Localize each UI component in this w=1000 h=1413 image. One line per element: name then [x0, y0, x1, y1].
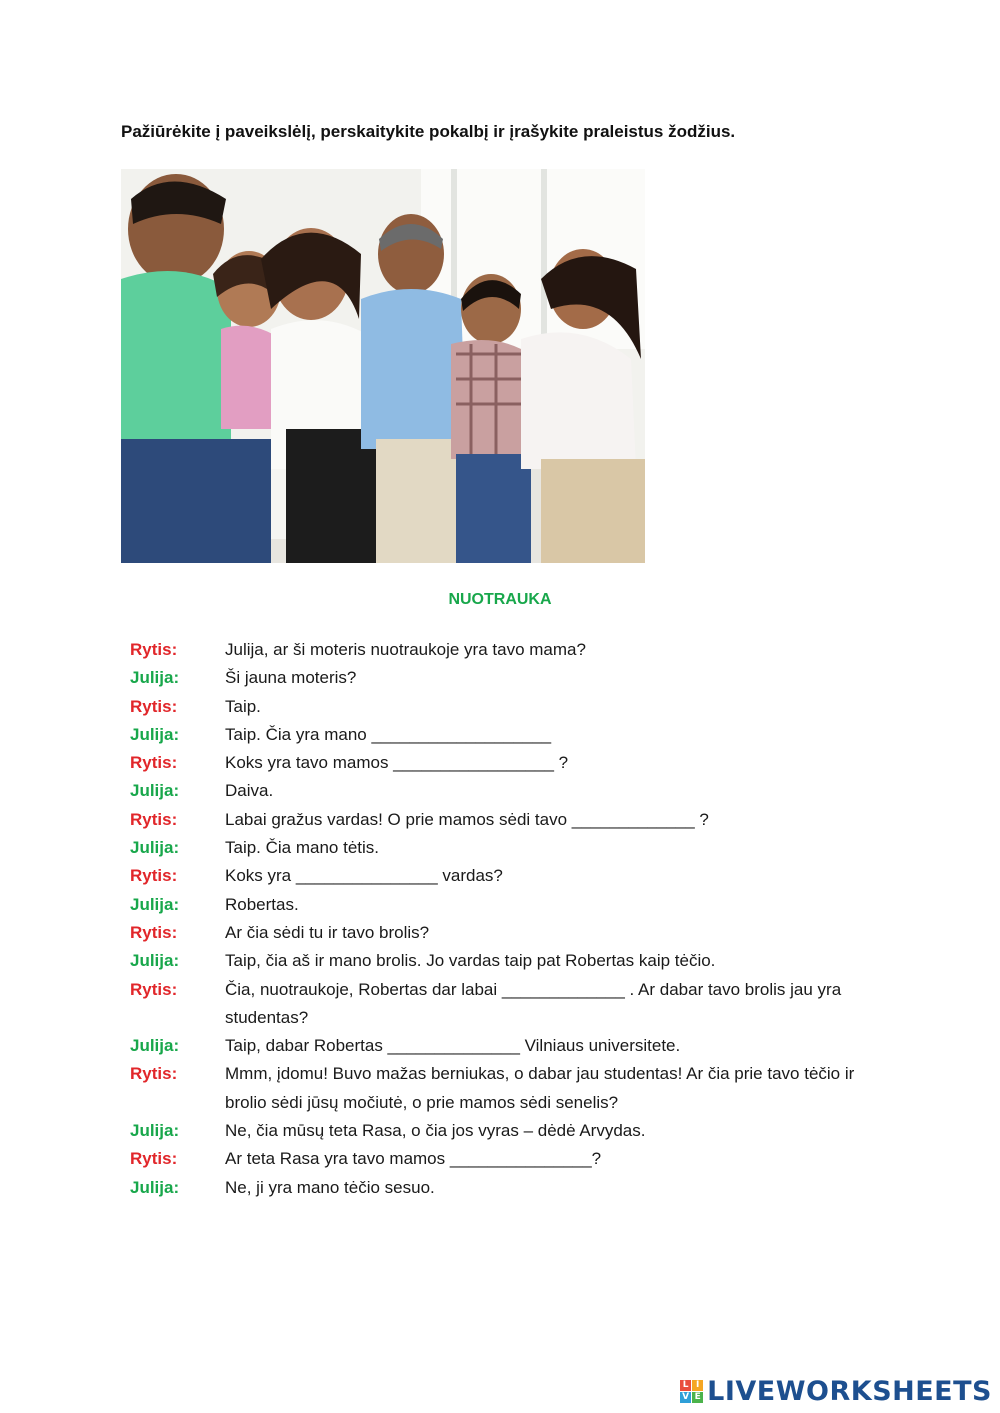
liveworksheets-logo-icon [680, 1380, 703, 1403]
speaker-label: Rytis: [130, 1064, 178, 1084]
dialog-line [130, 919, 870, 947]
logo-letter: V [680, 1392, 691, 1403]
speaker-label: Julija: [130, 668, 180, 688]
speaker-label: Rytis: [130, 753, 178, 773]
dialog-line [130, 1145, 870, 1173]
dialog-line [130, 1032, 870, 1060]
dialog-text: Ne, ji yra mano tėčio sesuo. [225, 1177, 435, 1197]
logo-letter: E [692, 1392, 703, 1403]
dialog-text: Mmm, įdomu! Buvo mažas berniukas, o dabar jau studentas! Ar čia prie tavo tėčio ir brolio sėdi jūsų močiutė, o prie mamos sėdi senelis? [225, 1064, 855, 1112]
speaker-label: Rytis: [130, 1149, 178, 1169]
speaker-label: Julija: [130, 724, 180, 744]
dialog-text: Ar teta Rasa yra tavo mamos _______________? [225, 1149, 602, 1169]
dialog-line [130, 664, 870, 692]
dialog-line [130, 947, 870, 975]
speaker-label: Julija: [130, 838, 180, 858]
dialog-text: Taip, čia aš ir mano brolis. Jo vardas taip pat Robertas kaip tėčio. [225, 951, 716, 971]
dialog-text: Julija, ar ši moteris nuotraukoje yra tavo mama? [225, 640, 586, 659]
dialog-line [130, 891, 870, 919]
section-title: NUOTRAUKA [448, 591, 552, 608]
dialog-text: Taip, dabar Robertas ______________ Vilniaus universitete. [225, 1036, 681, 1056]
dialog-line [130, 1060, 870, 1117]
dialog-line [130, 777, 870, 805]
dialog-text: Ar čia sėdi tu ir tavo brolis? [225, 922, 430, 942]
logo-letter: I [692, 1380, 703, 1391]
dialog-line [130, 636, 870, 664]
logo-letter: L [680, 1380, 691, 1391]
dialog-text: Taip. Čia mano tėtis. [225, 838, 380, 858]
dialog [130, 636, 870, 1202]
speaker-label: Julija: [130, 1177, 180, 1197]
instruction-text: Pažiūrėkite į paveikslėlį, perskaitykite pokalbį ir įrašykite praleistus žodžius. [121, 122, 736, 141]
dialog-text: Taip. [225, 696, 261, 716]
speaker-label: Julija: [130, 951, 180, 971]
dialog-text: Daiva. [225, 781, 274, 801]
speaker-label: Rytis: [130, 640, 178, 659]
dialog-text: Koks yra _______________ vardas? [225, 866, 503, 886]
speaker-label: Julija: [130, 1036, 180, 1056]
family-photo [121, 169, 645, 563]
dialog-line [130, 721, 870, 749]
dialog-line [130, 1117, 870, 1145]
dialog-text: Ne, čia mūsų teta Rasa, o čia jos vyras – dėdė Arvydas. [225, 1121, 646, 1141]
speaker-label: Julija: [130, 894, 180, 914]
speaker-label: Rytis: [130, 809, 178, 829]
speaker-label: Rytis: [130, 979, 178, 999]
dialog-text: Ši jauna moteris? [225, 668, 357, 688]
dialog-line [130, 862, 870, 890]
speaker-label: Rytis: [130, 922, 178, 942]
speaker-label: Rytis: [130, 696, 178, 716]
dialog-text: Labai gražus vardas! O prie mamos sėdi tavo _____________ ? [225, 809, 709, 829]
dialog-line [130, 976, 870, 1033]
dialog-line [130, 834, 870, 862]
dialog-text: Čia, nuotraukoje, Robertas dar labai _____________ . Ar dabar tavo brolis jau yra studentas? [225, 979, 842, 1027]
dialog-line [130, 749, 870, 777]
speaker-label: Rytis: [130, 866, 178, 886]
dialog-line [130, 806, 870, 834]
dialog-text: Robertas. [225, 894, 299, 914]
speaker-label: Julija: [130, 781, 180, 801]
dialog-text: Koks yra tavo mamos _________________ ? [225, 753, 569, 773]
liveworksheets-logo[interactable] [680, 1376, 992, 1407]
dialog-line [130, 1174, 870, 1202]
speaker-label: Julija: [130, 1121, 180, 1141]
logo-text: LIVEWORKSHEETS [707, 1376, 992, 1407]
dialog-line [130, 693, 870, 721]
dialog-text: Taip. Čia yra mano ___________________ [225, 724, 552, 744]
